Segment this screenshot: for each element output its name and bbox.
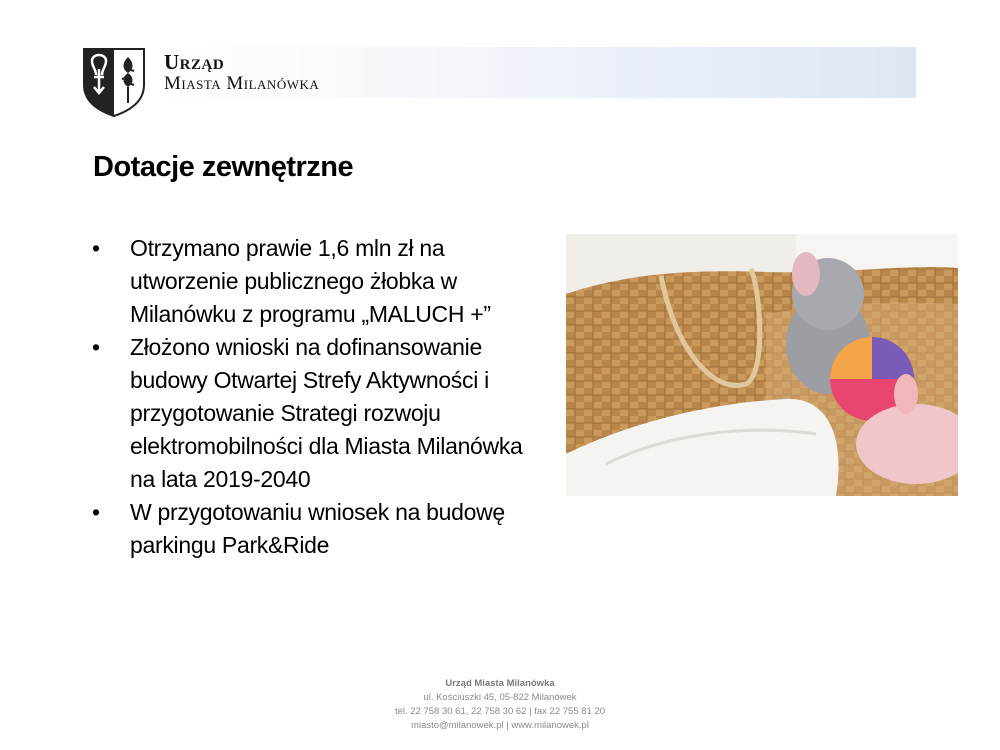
bullet-dot: • xyxy=(92,235,100,261)
toy-pig-ear xyxy=(894,374,918,414)
bullet-dot: • xyxy=(92,499,100,525)
footer xyxy=(300,677,700,733)
slide-title: Dotacje zewnętrzne xyxy=(93,151,354,183)
office-name-line2: Miasta Milanówka xyxy=(164,73,320,94)
footer-address: ul. Kościuszki 45, 05-822 Milanówek xyxy=(423,692,577,703)
bullet-item xyxy=(90,331,550,496)
bullet-dot: • xyxy=(92,334,100,360)
bullet-text: Złożono wnioski na dofinansowanie budowy Otwartej Strefy Aktywności i przygotowanie Strategi rozwoju elektromobilności dla Miasta Milanówka na lata 2019-2040 xyxy=(130,334,523,492)
bullet-item xyxy=(90,232,550,331)
bullet-item xyxy=(90,496,550,562)
toy-elephant-ear xyxy=(792,252,820,296)
milanowek-coat-of-arms-icon xyxy=(82,47,146,117)
footer-office-name: Urząd Miasta Milanówka xyxy=(445,678,555,689)
footer-phones: tel. 22 758 30 61, 22 758 30 62 | fax 22 755 81 20 xyxy=(394,706,606,717)
bullet-text: W przygotowaniu wniosek na budowę parkingu Park&Ride xyxy=(130,499,505,558)
office-name xyxy=(164,50,319,96)
office-name-line1: Urząd xyxy=(164,50,225,74)
footer-contact: miasto@milanowek.pl | www.milanowek.pl xyxy=(411,720,589,731)
photo-wicker-crib-toys xyxy=(566,234,958,496)
bullet-text: Otrzymano prawie 1,6 mln zł na utworzenie publicznego żłobka w Milanówku z programu „MALUCH +” xyxy=(130,235,491,327)
bullet-list xyxy=(90,232,550,562)
